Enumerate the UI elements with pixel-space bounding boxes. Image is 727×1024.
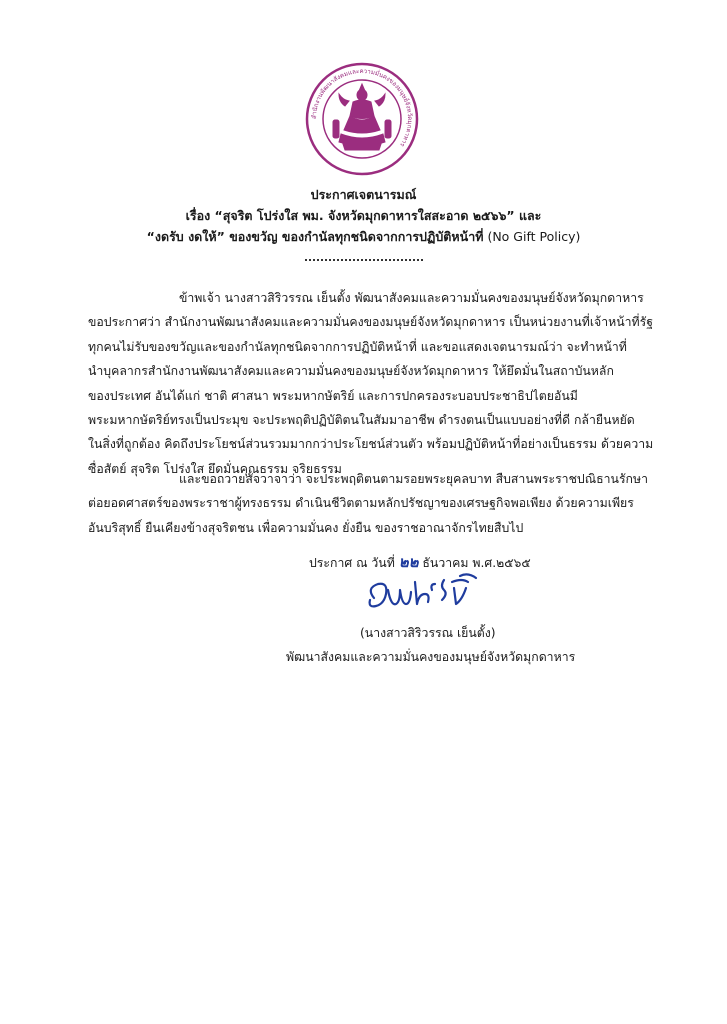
paragraph-line: ข้าพเจ้า นางสาวสิริวรรณ เย็นตั้ง พัฒนาสังคมและความมั่นคงของมนุษย์จังหวัดมุกดาหาร [179, 291, 644, 305]
provincial-seal-logo [305, 62, 419, 176]
paragraph-line: ของประเทศ อันได้แก่ ชาติ ศาสนา พระมหากษัตริย์ และการปกครองระบอบประชาธิปไตยอันมี [88, 388, 578, 403]
handwritten-day: ๒๒ [398, 553, 419, 571]
signer-name: (นางสาวสิริวรรณ เย็นตั้ง) [360, 626, 496, 640]
title-line-3-thai: “งดรับ งดให้” ของขวัญ ของกำนัลทุกชนิดจากการปฏิบัติหน้าที่ [146, 229, 484, 244]
paragraph-declaration [88, 286, 654, 481]
paragraph-line: ในสิ่งที่ถูกต้อง คิดถึงประโยชน์ส่วนรวมมากกว่าประโยชน์ส่วนตัว พร้อมปฏิบัติหน้าที่อย่างเป็นธรรม ด้วยความ [88, 437, 654, 452]
paragraph-line: ต่อยอดศาสตร์ของพระราชาผู้ทรงธรรม ดำเนินชีวิตตามหลักปรัชญาของเศรษฐกิจพอเพียง ด้วยความเพียร [88, 496, 634, 511]
paragraph-line: ขอประกาศว่า สำนักงานพัฒนาสังคมและความมั่นคงของมนุษย์จังหวัดมุกดาหาร เป็นหน่วยงานที่เจ้าหน้าที่รัฐ [88, 315, 654, 330]
handwritten-signature [360, 568, 490, 618]
dotted-divider [305, 259, 423, 261]
signer-position: พัฒนาสังคมและความมั่นคงของมนุษย์จังหวัดมุกดาหาร [286, 650, 576, 664]
title-line-1: ประกาศเจตนารมณ์ [310, 187, 417, 202]
paragraph-line: นำบุคลากรสำนักงานพัฒนาสังคมและความมั่นคงของมนุษย์จังหวัดมุกดาหาร ให้ยึดมั่นในสถาบันหลัก [88, 364, 614, 379]
date-prefix: ประกาศ ณ วันที่ [309, 556, 399, 570]
title-line-2: เรื่อง “สุจริต โปร่งใส พม. จังหวัดมุกดาหารใสสะอาด ๒๕๖๖” และ [185, 208, 542, 223]
title-line-3 [60, 226, 667, 247]
paragraph-line: และขอถวายสัจวาจาว่า จะประพฤติตนตามรอยพระยุคลบาท สืบสานพระราชปณิธานรักษา [179, 472, 649, 486]
svg-text:สำนักงานพัฒนาสังคมและความมั่นค: สำนักงานพัฒนาสังคมและความมั่นคงของมนุษย์จังหวัดมุกดาหาร [310, 67, 414, 148]
announcement-title [60, 184, 667, 247]
paragraph-line: อันบริสุทธิ์ ยืนเคียงข้างสุจริตชน เพื่อความมั่นคง ยั่งยืน ของราชอาณาจักรไทยสืบไป [88, 520, 524, 535]
title-line-3-english: (No Gift Policy) [483, 229, 581, 244]
paragraph-line: พระมหากษัตริย์ทรงเป็นประมุข จะประพฤติปฏิบัติตนในสัมมาอาชีพ ดำรงตนเป็นแบบอย่างที่ดี กล้ายืนหยัด [88, 413, 635, 428]
paragraph-line: ทุกคนไม่รับของขวัญและของกำนัลทุกชนิดจากการปฏิบัติหน้าที่ และขอแสดงเจตนารมณ์ว่า จะทำหน้าที่ [88, 339, 627, 354]
date-month-year: ธันวาคม พ.ศ.๒๕๖๕ [418, 556, 531, 570]
paragraph-line: ซื่อสัตย์ สุจริต โปร่งใส ยึดมั่นคุณธรรม จริยธรรม [88, 461, 342, 476]
paragraph-oath [88, 467, 648, 540]
